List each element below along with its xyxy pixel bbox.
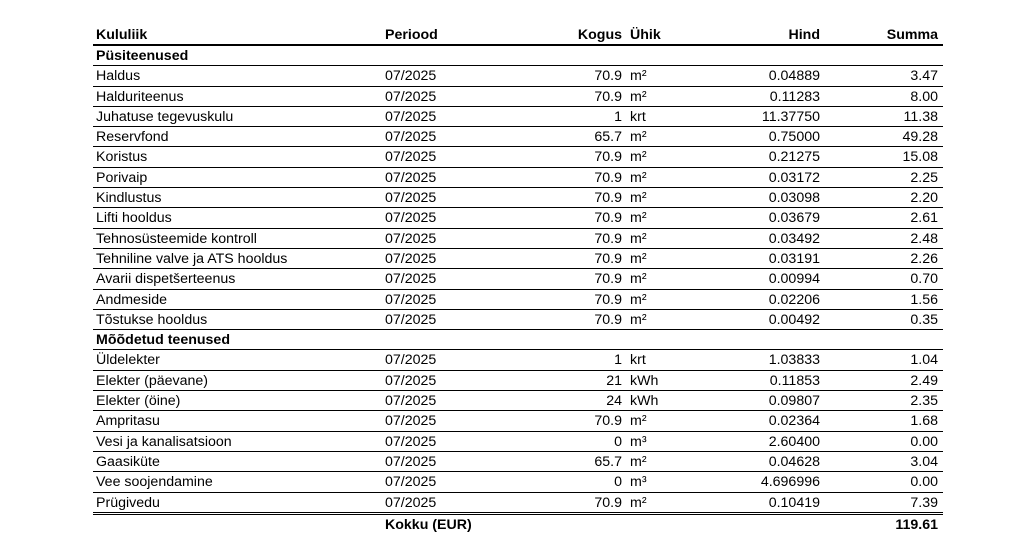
- cell-qty: 70.9: [594, 190, 622, 207]
- cell-price: 0.03191: [768, 250, 820, 267]
- table-row: [93, 107, 943, 127]
- cell-price: 0.00994: [768, 271, 820, 288]
- cell-qty: 70.9: [594, 311, 622, 328]
- cell-sum: 8.00: [910, 88, 938, 105]
- cell-name: Elekter (päevane): [96, 372, 208, 389]
- cell-qty: 1: [614, 108, 622, 125]
- cell-unit: m²: [630, 68, 647, 85]
- table-row: [93, 87, 943, 107]
- cell-unit: m²: [630, 250, 647, 267]
- cell-period: 07/2025: [385, 88, 437, 105]
- cell-name: Üldelekter: [96, 352, 160, 369]
- cell-price: 4.696996: [760, 474, 820, 491]
- cell-period: 07/2025: [385, 230, 437, 247]
- cell-qty: 21: [606, 372, 622, 389]
- cost-table: [93, 26, 943, 534]
- total-row: [93, 514, 943, 534]
- cell-unit: m³: [630, 474, 647, 491]
- cell-qty: 70.9: [594, 494, 622, 511]
- cell-unit: m²: [630, 494, 647, 511]
- table-row: [93, 391, 943, 411]
- cell-unit: m³: [630, 433, 647, 450]
- table-row: [93, 290, 943, 310]
- cell-price: 0.11283: [769, 88, 820, 105]
- cell-name: Reservfond: [96, 129, 169, 146]
- table-row: [93, 188, 943, 208]
- table-row: [93, 229, 943, 249]
- cell-unit: m²: [630, 210, 647, 227]
- table-body: [93, 46, 943, 513]
- cell-price: 0.09807: [768, 393, 820, 410]
- table-row: [93, 249, 943, 269]
- cell-unit: m²: [630, 271, 647, 288]
- header-qty: Kogus: [577, 27, 622, 43]
- table-row: [93, 350, 943, 370]
- table-row: [93, 452, 943, 472]
- header-unit: Ühik: [630, 27, 661, 43]
- cell-qty: 70.9: [594, 68, 622, 85]
- cell-name: Gaasiküte: [96, 453, 160, 470]
- cell-qty: 65.7: [594, 129, 622, 146]
- cell-sum: 0.00: [910, 474, 938, 491]
- cell-price: 0.00492: [768, 311, 820, 328]
- cell-unit: m²: [630, 291, 647, 308]
- cell-period: 07/2025: [385, 311, 437, 328]
- cell-unit: m²: [630, 413, 647, 430]
- cell-sum: 0.70: [910, 271, 938, 288]
- table-row: [93, 432, 943, 452]
- cell-unit: m²: [630, 230, 647, 247]
- cell-price: 0.03679: [768, 210, 820, 227]
- cell-qty: 70.9: [594, 169, 622, 186]
- cell-period: 07/2025: [385, 68, 437, 85]
- table-row: [93, 208, 943, 228]
- cell-name: Prügivedu: [96, 494, 160, 511]
- cell-sum: 0.35: [910, 311, 938, 328]
- cell-period: 07/2025: [385, 474, 437, 491]
- header-sum: Summa: [886, 27, 938, 43]
- cell-sum: 2.48: [910, 230, 938, 247]
- cell-period: 07/2025: [385, 372, 437, 389]
- cell-price: 0.02206: [768, 291, 820, 308]
- section-title: Mõõdetud teenused: [96, 332, 230, 349]
- cell-qty: 65.7: [594, 453, 622, 470]
- cell-period: 07/2025: [385, 190, 437, 207]
- table-row: [93, 127, 943, 147]
- cell-price: 0.10419: [768, 494, 820, 511]
- cell-period: 07/2025: [385, 433, 437, 450]
- cell-sum: 0.00: [910, 433, 938, 450]
- cell-price: 2.60400: [768, 433, 820, 450]
- cell-name: Vesi ja kanalisatsioon: [96, 433, 232, 450]
- cell-period: 07/2025: [385, 453, 437, 470]
- header-period: Periood: [385, 27, 438, 43]
- cell-price: 0.75000: [768, 129, 820, 146]
- cell-price: 0.11853: [769, 372, 820, 389]
- cell-price: 0.02364: [768, 413, 820, 430]
- table-row: [93, 147, 943, 167]
- cell-period: 07/2025: [385, 108, 437, 125]
- cell-qty: 70.9: [594, 210, 622, 227]
- cell-name: Porivaip: [96, 169, 148, 186]
- cell-period: 07/2025: [385, 494, 437, 511]
- cell-name: Vee soojendamine: [96, 474, 213, 491]
- cell-period: 07/2025: [385, 393, 437, 410]
- cell-sum: 2.20: [910, 190, 938, 207]
- cell-sum: 1.56: [910, 291, 938, 308]
- cell-price: 0.04628: [768, 453, 820, 470]
- cell-sum: 2.25: [910, 169, 938, 186]
- cell-qty: 70.9: [594, 230, 622, 247]
- cell-unit: krt: [630, 352, 646, 369]
- cell-qty: 70.9: [594, 413, 622, 430]
- section-header: [93, 46, 943, 66]
- table-row: [93, 371, 943, 391]
- cell-unit: m²: [630, 88, 647, 105]
- cell-unit: m²: [630, 311, 647, 328]
- cell-name: Lifti hooldus: [96, 210, 172, 227]
- cell-period: 07/2025: [385, 413, 437, 430]
- cell-sum: 2.49: [910, 372, 938, 389]
- cell-name: Halduriteenus: [96, 88, 184, 105]
- cell-unit: m²: [630, 129, 647, 146]
- cell-name: Tehniline valve ja ATS hooldus: [96, 250, 288, 267]
- cell-unit: kWh: [630, 393, 659, 410]
- cell-qty: 70.9: [594, 291, 622, 308]
- cell-unit: kWh: [630, 372, 659, 389]
- cell-period: 07/2025: [385, 210, 437, 227]
- table-header: [93, 26, 943, 46]
- cell-name: Kindlustus: [96, 190, 162, 207]
- table-row: [93, 310, 943, 330]
- cell-sum: 1.68: [910, 413, 938, 430]
- cell-unit: m²: [630, 190, 647, 207]
- cell-price: 11.37750: [761, 108, 820, 125]
- cell-price: 0.03492: [768, 230, 820, 247]
- cell-qty: 1: [614, 352, 622, 369]
- cell-name: Koristus: [96, 149, 148, 166]
- cell-qty: 70.9: [594, 149, 622, 166]
- cell-name: Juhatuse tegevuskulu: [96, 108, 234, 125]
- cell-sum: 49.28: [902, 129, 938, 146]
- cell-qty: 0: [614, 474, 622, 491]
- table-row: [93, 269, 943, 289]
- table-row: [93, 472, 943, 492]
- total-sum: 119.61: [895, 516, 938, 533]
- cell-price: 0.03098: [768, 190, 820, 207]
- cell-qty: 70.9: [594, 88, 622, 105]
- cell-qty: 70.9: [594, 250, 622, 267]
- cell-price: 0.21275: [768, 149, 820, 166]
- cell-qty: 70.9: [594, 271, 622, 288]
- cell-unit: m²: [630, 453, 647, 470]
- table-row: [93, 411, 943, 431]
- cell-sum: 3.47: [910, 68, 938, 85]
- cell-sum: 15.08: [902, 149, 938, 166]
- cell-period: 07/2025: [385, 291, 437, 308]
- section-title: Püsiteenused: [96, 48, 189, 64]
- table-row: [93, 66, 943, 86]
- cell-period: 07/2025: [385, 250, 437, 267]
- cell-period: 07/2025: [385, 129, 437, 146]
- table-row: [93, 168, 943, 188]
- cell-period: 07/2025: [385, 271, 437, 288]
- table-row: [93, 493, 943, 513]
- cell-sum: 1.04: [910, 352, 938, 369]
- cell-price: 0.04889: [768, 68, 820, 85]
- cell-sum: 2.35: [910, 393, 938, 410]
- cell-sum: 3.04: [910, 453, 938, 470]
- cell-period: 07/2025: [385, 352, 437, 369]
- cell-name: Avarii dispetšerteenus: [96, 271, 236, 288]
- cell-unit: krt: [630, 108, 646, 125]
- cell-qty: 24: [606, 393, 622, 410]
- cell-name: Haldus: [96, 68, 141, 85]
- total-label: Kokku (EUR): [385, 516, 472, 533]
- cell-name: Andmeside: [96, 291, 167, 308]
- cell-qty: 0: [614, 433, 622, 450]
- cell-unit: m²: [630, 169, 647, 186]
- cell-period: 07/2025: [385, 169, 437, 186]
- cell-sum: 11.38: [903, 108, 938, 125]
- cell-name: Tehnosüsteemide kontroll: [96, 230, 257, 247]
- cell-sum: 2.61: [910, 210, 938, 227]
- cell-price: 1.03833: [768, 352, 820, 369]
- cell-name: Tõstukse hooldus: [96, 311, 208, 328]
- cell-period: 07/2025: [385, 149, 437, 166]
- cell-unit: m²: [630, 149, 647, 166]
- cell-name: Ampritasu: [96, 413, 160, 430]
- cell-sum: 2.26: [910, 250, 938, 267]
- header-name: Kululiik: [96, 27, 148, 43]
- section-header: [93, 330, 943, 350]
- cell-price: 0.03172: [768, 169, 820, 186]
- cell-sum: 7.39: [910, 494, 938, 511]
- header-price: Hind: [788, 27, 820, 43]
- cell-name: Elekter (öine): [96, 393, 181, 410]
